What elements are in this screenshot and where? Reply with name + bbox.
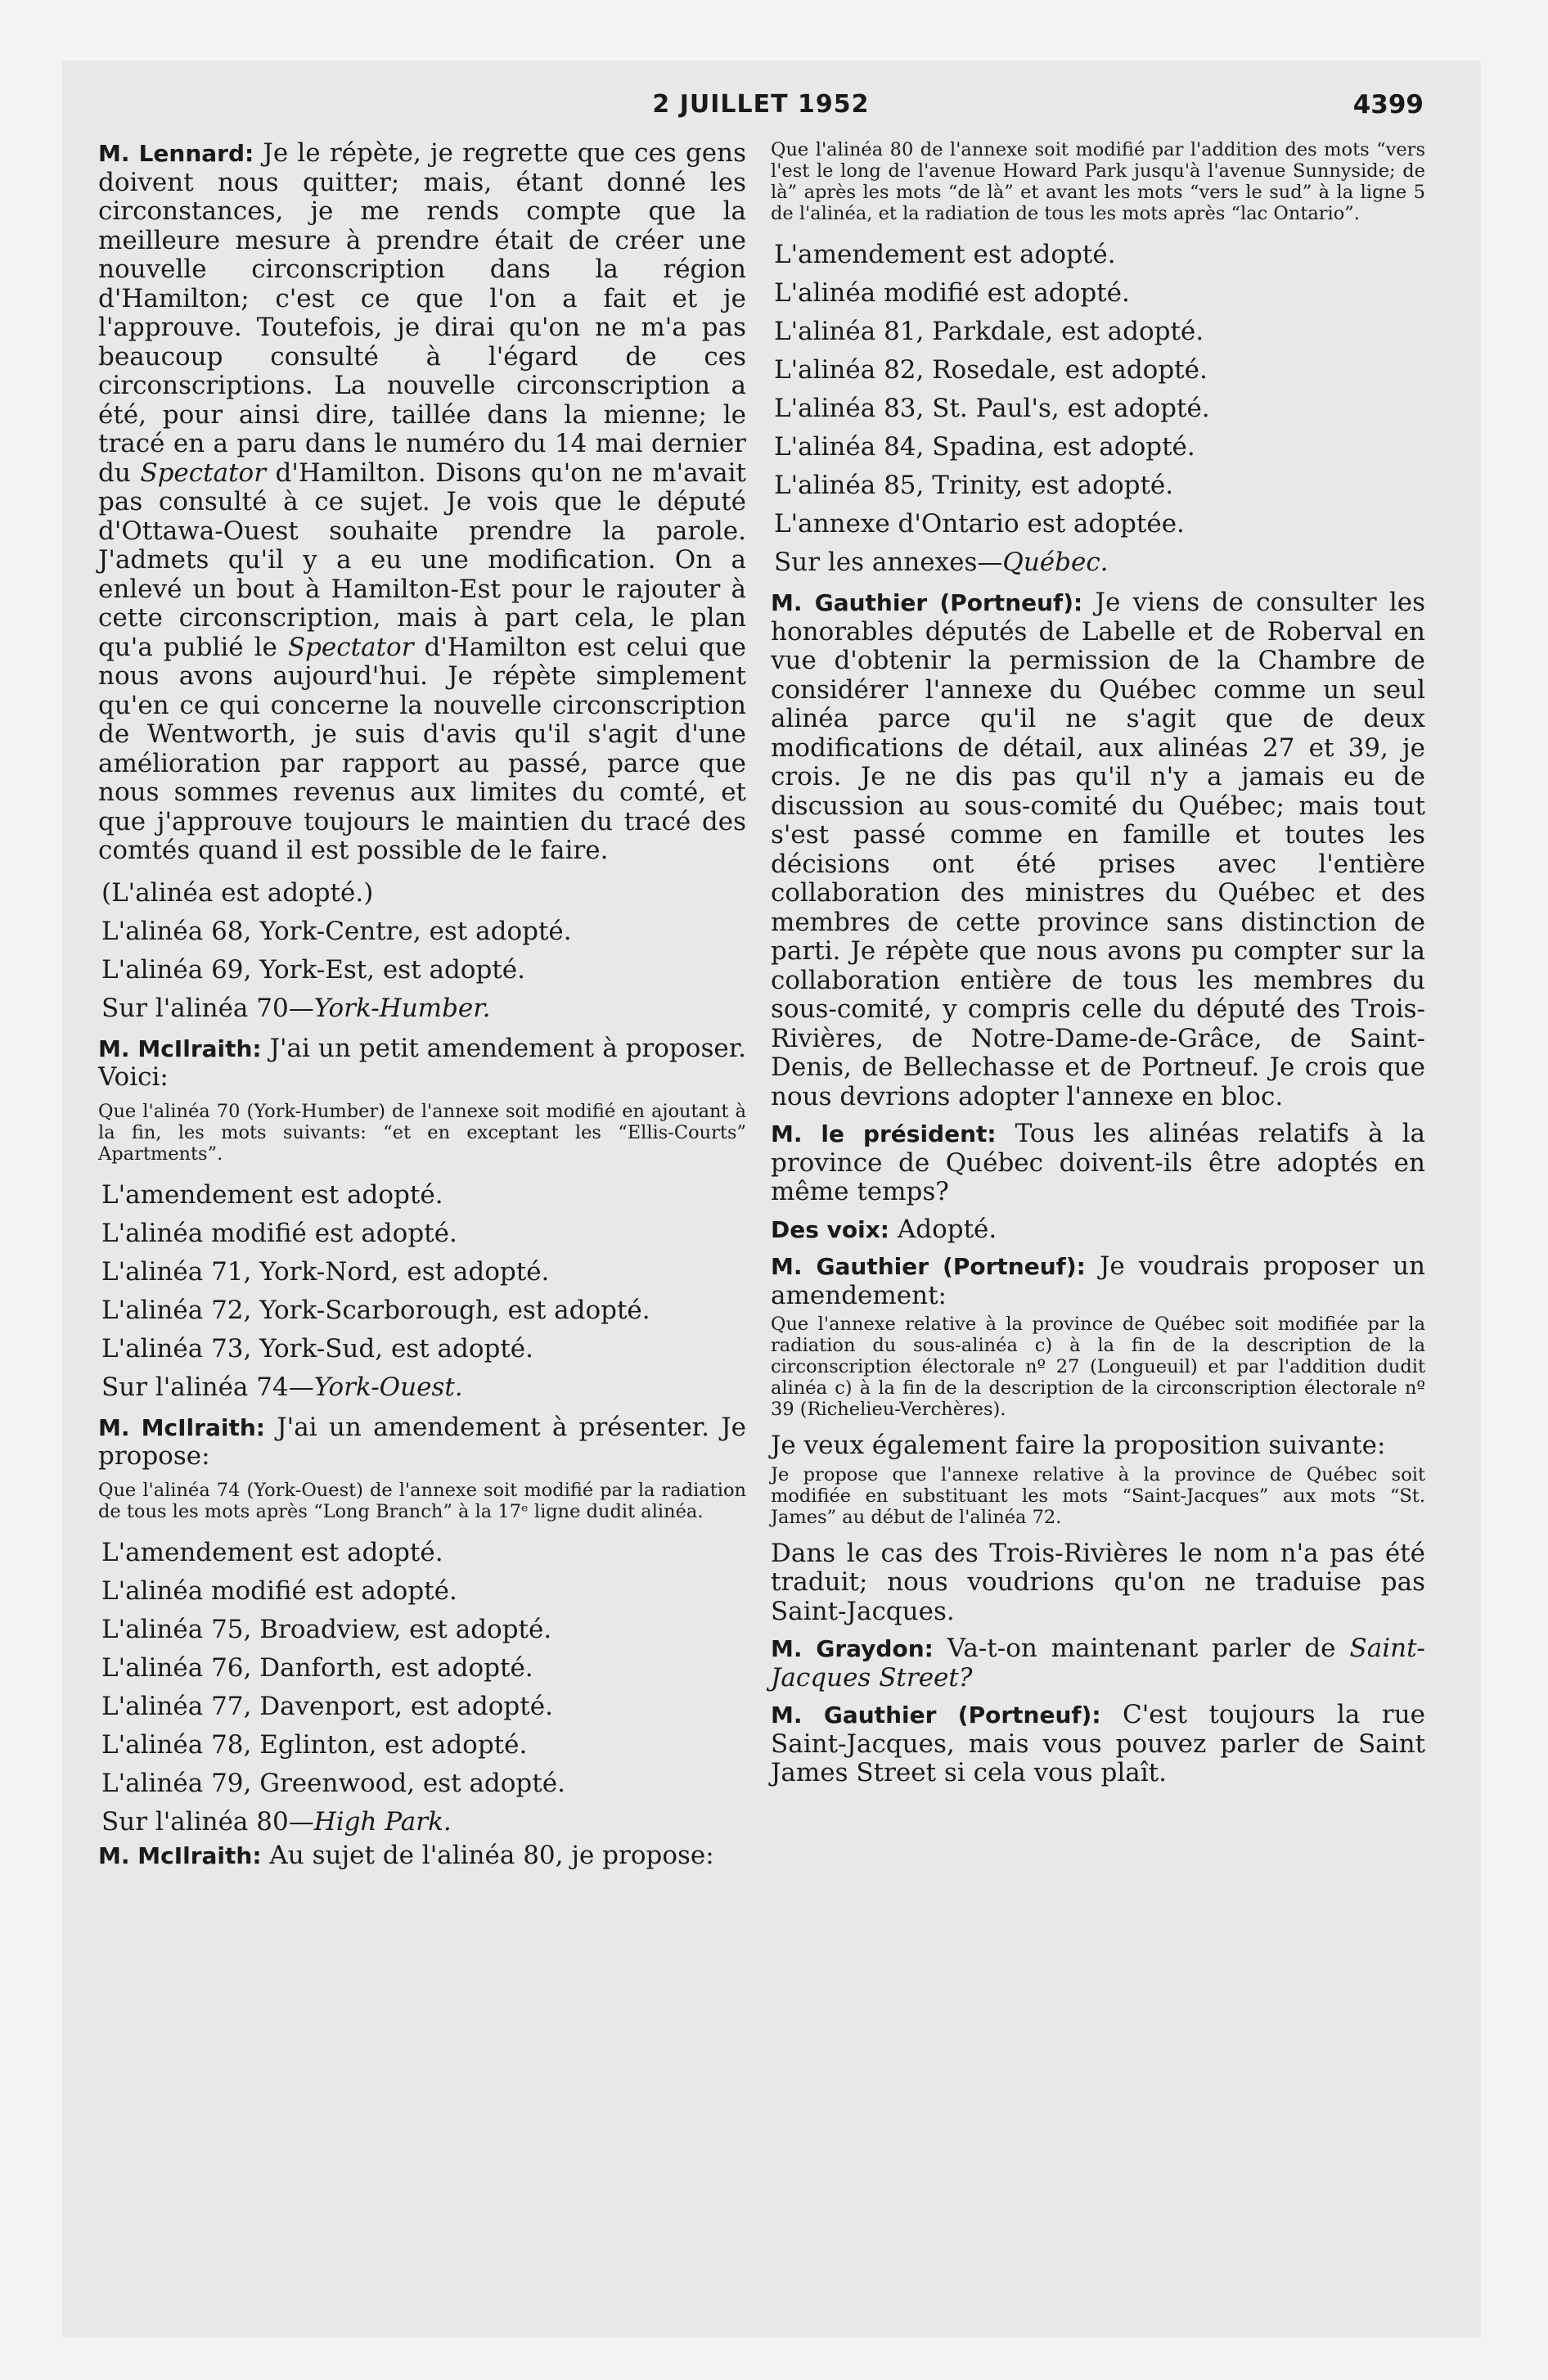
speaker-name: M. Lennard: <box>98 140 254 167</box>
proceeding-line: L'alinéa 79, Greenwood, est adopté. <box>101 1768 565 1798</box>
proceeding-line: L'alinéa 85, Trinity, est adopté. <box>774 471 1174 500</box>
page-number: 4399 <box>1352 90 1424 119</box>
section-heading: Sur l'alinéa 80—High Park. <box>101 1806 452 1837</box>
proceeding-line: L'amendement est adopté. <box>101 1537 443 1567</box>
proceeding-line: L'alinéa 81, Parkdale, est adopté. <box>774 317 1204 346</box>
right-column <box>771 139 1425 1796</box>
section-heading: Sur l'alinéa 70—York-Humber. <box>101 993 491 1023</box>
paragraph-president: M. le président: Tous les alinéas relatifs à la province de Québec doivent-ils être adoptés en même temps? <box>771 1119 1425 1206</box>
proceeding-line: L'alinéa 72, York-Scarborough, est adopté. <box>101 1295 650 1325</box>
paragraph-gauthier: M. Gauthier (Portneuf): Je viens de consulter les honorables députés de Labelle et de Roberval en vue d'obtenir la permission de la Chambre de considérer l'annexe du Québec comme un seul alinéa parce qu'il ne s'agit que de deux modifications de détail, aux alinéas 27 et 39, je crois. Je ne dis pas qu'il n'y a jamais eu de discussion au sous-comité du Québec; mais tout s'est passé comme en famille et toutes les décisions ont été prises avec l'entière collaboration des ministres du Québec et des membres de cette province sans distinction de parti. Je répète que nous avons pu compter sur la collaboration entière de tous les membres du sous-comité, y compris celle du député des Trois-Rivières, de Notre-Dame-de-Grâce, de Saint-Denis, de Bellechasse et de Portneuf. Je crois que nous devrions adopter l'annexe en bloc. <box>771 588 1425 1111</box>
paragraph-mcilraith: M. McIlraith: J'ai un petit amendement à proposer. Voici: <box>98 1033 746 1092</box>
speaker-name: M. McIlraith: <box>98 1841 262 1869</box>
proceeding-line: L'alinéa 77, Davenport, est adopté. <box>101 1691 553 1721</box>
paragraph-gauthier: M. Gauthier (Portneuf): C'est toujours la rue Saint-Jacques, mais vous pouvez parler de Saint James Street si cela vous plaît. <box>771 1700 1426 1787</box>
paragraph-mcilraith: M. McIlraith: J'ai un amendement à présenter. Je propose: <box>98 1412 746 1471</box>
paragraph-gauthier: M. Gauthier (Portneuf): Je voudrais proposer un amendement: <box>771 1251 1425 1310</box>
section-heading: Sur les annexes—Québec. <box>774 548 1109 577</box>
proceeding-line: L'alinéa modifié est adopté. <box>101 1218 457 1248</box>
speaker-name: M. Gauthier (Portneuf): <box>771 589 1083 616</box>
paragraph-text: Dans le cas des Trois-Rivières le nom n'a pas été traduit; nous voudrions qu'on ne traduise pas Saint-Jacques. <box>771 1538 1425 1626</box>
motion-text: Que l'alinéa 74 (York-Ouest) de l'annexe soit modifié par la radiation de tous les mots après “Long Branch” à la 17ᵉ ligne dudit alinéa. <box>98 1479 746 1522</box>
proceeding-line: L'alinéa modifié est adopté. <box>774 278 1130 308</box>
speaker-name: M. Gauthier (Portneuf): <box>771 1253 1086 1280</box>
proceeding-line: L'amendement est adopté. <box>101 1179 443 1210</box>
paragraph-text: Je veux également faire la proposition suivante: <box>771 1431 1386 1460</box>
proceeding-line: (L'alinéa est adopté.) <box>101 877 374 908</box>
motion-text: Je propose que l'annexe relative à la province de Québec soit modifiée en substituant les mots “Saint-Jacques” aux mots “St. James” au début de l'alinéa 72. <box>771 1463 1425 1528</box>
speaker-name: M. McIlraith: <box>98 1034 262 1062</box>
left-column <box>98 139 746 1878</box>
paragraph-graydon: M. Graydon: Va-t-on maintenant parler de Saint-Jacques Street? <box>771 1634 1425 1693</box>
motion-text: Que l'alinéa 70 (York-Humber) de l'annexe soit modifié en ajoutant à la fin, les mots suivants: “et en exceptant les “Ellis-Courts” Apartments”. <box>98 1100 746 1165</box>
proceeding-line: L'alinéa 69, York-Est, est adopté. <box>101 954 525 985</box>
proceeding-line: L'amendement est adopté. <box>774 240 1116 269</box>
proceeding-line: L'alinéa 82, Rosedale, est adopté. <box>774 355 1208 385</box>
proceeding-line: L'alinéa 83, St. Paul's, est adopté. <box>774 394 1210 423</box>
page-header <box>98 90 1424 139</box>
proceeding-line: L'alinéa modifié est adopté. <box>101 1575 457 1606</box>
proceeding-line: L'alinéa 75, Broadview, est adopté. <box>101 1614 552 1644</box>
section-heading: Sur l'alinéa 74—York-Ouest. <box>101 1372 463 1402</box>
speaker-name: M. le président: <box>771 1120 997 1147</box>
motion-text: Que l'alinéa 80 de l'annexe soit modifié par l'addition des mots “vers l'est le long de l'avenue Howard Park jusqu'à l'avenue Sunnyside; de là” après les mots “de là” et avant les mots “vers le sud” à la ligne 5 de l'alinéa, et la radiation de tous les mots après “lac Ontario”. <box>771 139 1425 224</box>
speaker-name: Des voix: <box>771 1215 889 1243</box>
paragraph-voix: Des voix: Adopté. <box>771 1214 997 1244</box>
paragraph-mcilraith: M. McIlraith: Au sujet de l'alinéa 80, je propose: <box>98 1840 714 1870</box>
proceeding-line: L'alinéa 78, Eglinton, est adopté. <box>101 1729 528 1760</box>
speaker-name: M. McIlraith: <box>98 1413 265 1441</box>
speaker-name: M. Gauthier (Portneuf): <box>771 1702 1101 1729</box>
proceeding-line: L'alinéa 71, York-Nord, est adopté. <box>101 1256 550 1287</box>
proceeding-line: L'alinéa 68, York-Centre, est adopté. <box>101 916 572 946</box>
motion-text: Que l'annexe relative à la province de Québec soit modifiée par la radiation du sous-alinéa c) à la fin de la description de la circonscription électorale nº 27 (Longueuil) et par l'addition dudit alinéa c) à la fin de la description de la circonscription électorale nº 39 (Richelieu-Verchères). <box>771 1314 1425 1420</box>
proceeding-line: L'alinéa 73, York-Sud, est adopté. <box>101 1333 533 1364</box>
speaker-name: M. Graydon: <box>771 1635 934 1662</box>
paragraph-lennard: M. Lennard: Je le répète, je regrette que ces gens doivent nous quitter; mais, étant donné les circonstances, je me rends compte que la meilleure mesure à prendre était de créer une nouvelle circonscription dans la région d'Hamilton; c'est ce que l'on a fait et je l'approuve. Toutefois, je dirai qu'on ne m'a pas beaucoup consulté à l'égard de ces circonscriptions. La nouvelle circonscription a été, pour ainsi dire, taillée dans la mienne; le tracé en a paru dans le numéro du 14 mai dernier du Spectator d'Hamilton. Disons qu'on ne m'avait pas consulté à ce sujet. Je vois que le député d'Ottawa-Ouest souhaite prendre la parole. J'admets qu'il y a eu une modification. On a enlevé un bout à Hamilton-Est pour le rajouter à cette circonscription, mais à part cela, le plan qu'a publié le Spectator d'Hamilton est celui que nous avons aujourd'hui. Je répète simplement qu'en ce qui concerne la nouvelle circonscription de Wentworth, je suis d'avis qu'il s'agit d'une amélioration par rapport au passé, parce que nous sommes revenus aux limites du comté, et que j'approuve toujours le maintien du tracé des comtés quand il est possible de le faire. <box>98 138 747 865</box>
page-date: 2 JUILLET 1952 <box>652 90 870 119</box>
proceeding-line: L'alinéa 84, Spadina, est adopté. <box>774 432 1195 462</box>
proceeding-line: L'alinéa 76, Danforth, est adopté. <box>101 1652 533 1683</box>
proceeding-line: L'annexe d'Ontario est adoptée. <box>774 509 1185 539</box>
